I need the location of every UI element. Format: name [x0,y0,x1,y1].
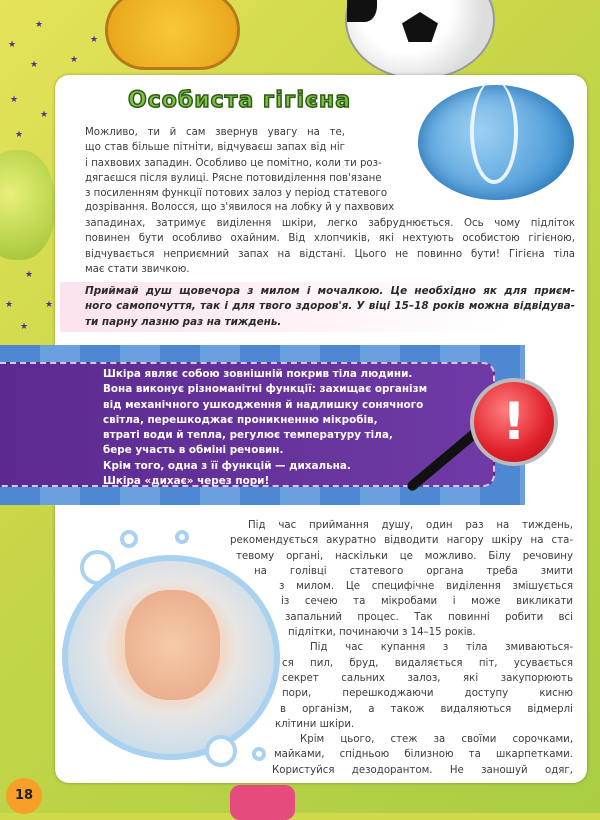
text-line: втраті води й тепла, регулює температуру тіла, [103,429,393,442]
star-icon: ★ [20,322,29,332]
text-line: бере участь в обміні речовин. [103,444,284,457]
text-line: дягаєшся після вулиці. Рясне потовиділення пов'язане [85,172,382,184]
text-line: з посиленням функції потових залоз у період статевого [85,188,388,200]
star-icon: ★ [90,35,99,45]
text-line: Під час приймання душу, один раз на тиждень, [248,520,573,531]
text-line: майками, спідньою білизною та шкарпетками. [274,749,573,761]
bath-sponge-illustration [105,0,240,70]
text-line: із сечею та мікробами і може викликати [281,596,573,608]
text-line: повинен бути особливо охайним. Від хлопчиків, які нехтують особистою гігієною, [85,233,575,245]
toothbrush-illustration [230,785,295,820]
bath-puff-image [418,85,574,200]
text-line: на голівці статевого органа треба змити [254,565,573,577]
text-line: Крім того, одна з її функцій — дихальна. [103,459,351,472]
star-icon: ★ [30,60,39,70]
intro-paragraph-continued [85,216,575,277]
text-line: відчувається неприємний запах на відстані. Цього не повинно бути! Гігієна тіла [85,248,575,260]
star-icon: ★ [40,110,49,120]
text-line: ного самопочуття, так і для твого здоров'я. У віці 15–18 років можна відвідува- [85,300,575,313]
bubble-decoration [120,530,138,548]
text-line: пори, перешкоджаючи доступу кисню [282,688,573,700]
intro-paragraph-line [85,200,395,215]
text-line: запальний процес. Так повинні робити всі [285,611,573,623]
text-line: клітини шкіри. [275,718,355,730]
star-icon: ★ [35,20,44,30]
text-line: що став більше пітніти, відчуваєш запах від ніг [85,142,345,154]
page-number: 18 [6,778,42,814]
intro-paragraph [85,125,388,201]
text-line: світла, перешкоджає проникненню мікробів, [103,413,378,426]
text-line: рекомендується акуратно відводити нагору шкіру на ста- [230,535,573,547]
text-line: з милом. Це специфічне виділення змішується [279,581,573,593]
text-line: ся пил, бруд, видаляється піт, усувається [282,657,573,669]
text-line: западинах, затримує виділення шкіри, легко забруднюється. Ось чому підліток [85,218,575,229]
highlight-advice [85,284,575,330]
text-line: Шкіра являє собою зовнішній покрив тіла людини. [103,368,413,380]
star-icon: ★ [45,300,54,310]
text-line: в організм, а також видаляються відмерлі [280,703,573,715]
text-line: Вона виконує різноманітні функції: захищає організм [103,383,428,396]
body-paragraph [230,518,573,778]
text-line: Приймай душ щовечора з милом і мочалкою. Це необхідно як для приєм- [85,285,575,297]
text-line: Шкіра «дихає» через пори! [103,475,270,488]
page-title: Особиста гігієна [128,88,352,113]
warning-text [103,367,427,489]
text-line: ти парну лазню раз на тиждень. [85,315,282,328]
star-icon: ★ [5,300,14,310]
text-line: має стати звичкою. [85,263,190,275]
child-face [125,590,220,700]
text-line: і пахвових западин. Особливо це помітно, коли ти роз- [85,157,382,169]
star-icon: ★ [70,55,79,65]
star-icon: ★ [15,130,24,140]
exclamation-icon: ! [470,378,558,466]
text-line: Крім цього, стеж за своїми сорочками, [300,734,573,746]
text-line: тевому органі, наскільки це можливо. Білу речовину [236,550,573,562]
bubble-decoration [175,530,189,544]
star-icon: ★ [25,270,34,280]
text-line: від механічного ушкодження й надлишку сонячного [103,398,424,411]
text-line: дозрівання. Волосся, що з'явилося на лобку й у пахвових [85,202,395,213]
text-line: Можливо, ти й сам звернув увагу на те, [85,127,345,138]
text-line: секрет сальних залоз, які закупорюють [282,672,573,684]
star-icon: ★ [10,95,19,105]
star-icon: ★ [8,40,17,50]
text-line: Користуйся дезодорантом. Не заношуй одяг, [272,764,573,776]
text-line: Під час купання з тіла змиваються- [310,642,573,654]
text-line: підлітки, починаючи з 14–15 років. [288,627,476,639]
